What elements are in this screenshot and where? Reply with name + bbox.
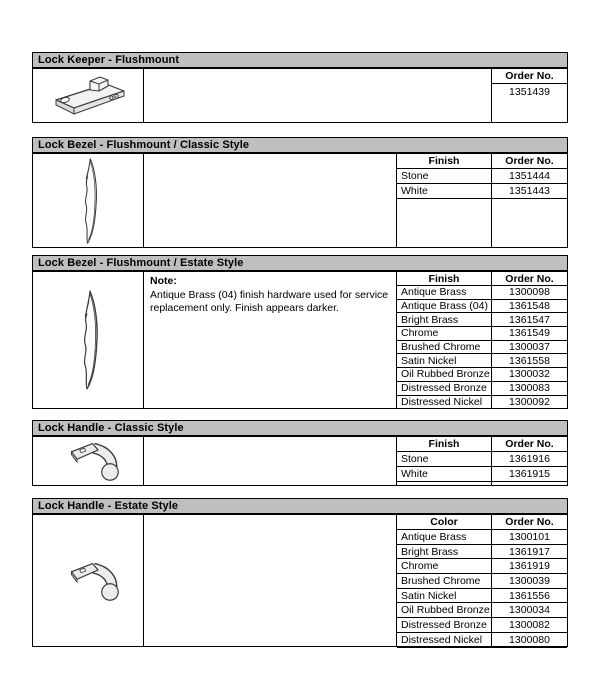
order-number: 1300098 [492,286,567,300]
section-lock-handle-estate [32,498,568,647]
lock-keeper-icon [46,75,130,117]
note-line: Antique Brass (04) finish hardware used for service [150,288,389,301]
description-cell [144,154,397,247]
order-number: 1300083 [492,382,567,396]
finish-order-table [397,437,567,485]
table-row [397,452,567,467]
order-no-header: Order No. [492,154,567,169]
order-number: 1361547 [492,313,567,327]
order-number: 1351443 [492,184,567,199]
order-number: 1361915 [492,467,567,482]
finish-value: Antique Brass [397,530,492,545]
finish-value: Brushed Chrome [397,341,492,355]
note-cell [144,272,397,408]
order-number: 1361919 [492,559,567,574]
order-number: 1351444 [492,169,567,184]
lock-bezel-icon [75,284,101,396]
order-no-header: Order No. [492,515,567,530]
finish-value: Chrome [397,327,492,341]
parts-table [32,153,568,248]
table-row [397,618,567,633]
finish-value: Antique Brass [397,286,492,300]
note-title: Note: [150,275,177,287]
finish-value: White [397,467,492,482]
table-row [397,354,567,368]
finish-value: Oil Rubbed Bronze [397,603,492,618]
order-no-header: Order No. [492,272,567,286]
section-lock-bezel-estate [32,255,568,409]
finish-value: Stone [397,452,492,467]
table-row [492,84,567,99]
empty-cell-space [397,199,567,247]
lock-handle-drawing [33,515,144,646]
table-row [397,574,567,589]
table-header-row [397,154,567,169]
order-number: 1361548 [492,300,567,314]
finish-value: Distressed Nickel [397,633,492,648]
table-row [397,286,567,300]
order-no-header: Order No. [492,69,567,84]
table-row [397,313,567,327]
lock-keeper-drawing [33,69,144,122]
order-column [492,69,567,122]
order-number: 1300092 [492,396,567,410]
empty-cell-space [492,99,567,122]
finish-value: Bright Brass [397,545,492,560]
table-row [397,169,567,184]
order-number: 1351439 [509,85,550,98]
lock-bezel-classic-drawing [33,154,144,247]
lock-bezel-estate-drawing [33,272,144,408]
order-number: 1300032 [492,368,567,382]
description-cell [144,437,397,485]
catalog-content [32,52,568,647]
lock-handle-icon [50,439,126,483]
order-number: 1300034 [492,603,567,618]
table-row [397,545,567,560]
table-row [397,467,567,482]
finish-value: Satin Nickel [397,589,492,604]
section-title: Lock Keeper - Flushmount [32,52,568,68]
order-number: 1300080 [492,633,567,648]
finish-value: Oil Rubbed Bronze [397,368,492,382]
table-row [397,603,567,618]
table-row [397,300,567,314]
section-title: Lock Bezel - Flushmount / Classic Style [32,137,568,153]
finish-header: Color [397,515,492,530]
section-lock-handle-classic [32,420,568,486]
table-row [397,396,567,410]
finish-value: Chrome [397,559,492,574]
column-divider [397,199,492,247]
lock-handle-drawing [33,437,144,485]
finish-order-table [397,272,567,408]
order-number: 1300039 [492,574,567,589]
table-header-row [492,69,567,84]
finish-value: Distressed Bronze [397,618,492,633]
column-divider [397,482,492,485]
order-number: 1361916 [492,452,567,467]
table-row [397,382,567,396]
section-lock-bezel-classic [32,137,568,248]
table-header-row [397,272,567,286]
table-row [397,530,567,545]
order-number: 1361558 [492,354,567,368]
parts-table [32,271,568,409]
finish-value: Brushed Chrome [397,574,492,589]
section-title: Lock Handle - Estate Style [32,498,568,514]
parts-table [32,514,568,647]
section-title: Lock Handle - Classic Style [32,420,568,436]
description-cell [144,515,397,646]
table-row [397,559,567,574]
table-row [397,633,567,648]
order-number: 1361917 [492,545,567,560]
empty-cell-space [397,482,567,485]
section-title: Lock Bezel - Flushmount / Estate Style [32,255,568,271]
parts-table [32,436,568,486]
order-number: 1300037 [492,341,567,355]
finish-value: Satin Nickel [397,354,492,368]
finish-value: Distressed Bronze [397,382,492,396]
finish-value: Distressed Nickel [397,396,492,410]
finish-order-table [397,515,567,646]
order-number: 1300101 [492,530,567,545]
finish-header: Finish [397,437,492,452]
finish-value: Bright Brass [397,313,492,327]
table-row [397,184,567,199]
note-line: replacement only. Finish appears darker. [150,302,339,315]
table-row [397,327,567,341]
finish-header: Finish [397,154,492,169]
order-number: 1361556 [492,589,567,604]
table-row [397,368,567,382]
finish-value: White [397,184,492,199]
table-header-row [397,515,567,530]
table-row [397,341,567,355]
lock-handle-icon [50,559,126,603]
finish-value: Antique Brass (04) [397,300,492,314]
description-cell [144,69,492,122]
order-no-header: Order No. [492,437,567,452]
table-row [397,589,567,604]
lock-bezel-icon [77,157,100,245]
table-header-row [397,437,567,452]
finish-value: Stone [397,169,492,184]
finish-header: Finish [397,272,492,286]
order-number: 1300082 [492,618,567,633]
parts-table [32,68,568,123]
order-number: 1361549 [492,327,567,341]
finish-order-table [397,154,567,247]
section-lock-keeper-flushmount [32,52,568,123]
